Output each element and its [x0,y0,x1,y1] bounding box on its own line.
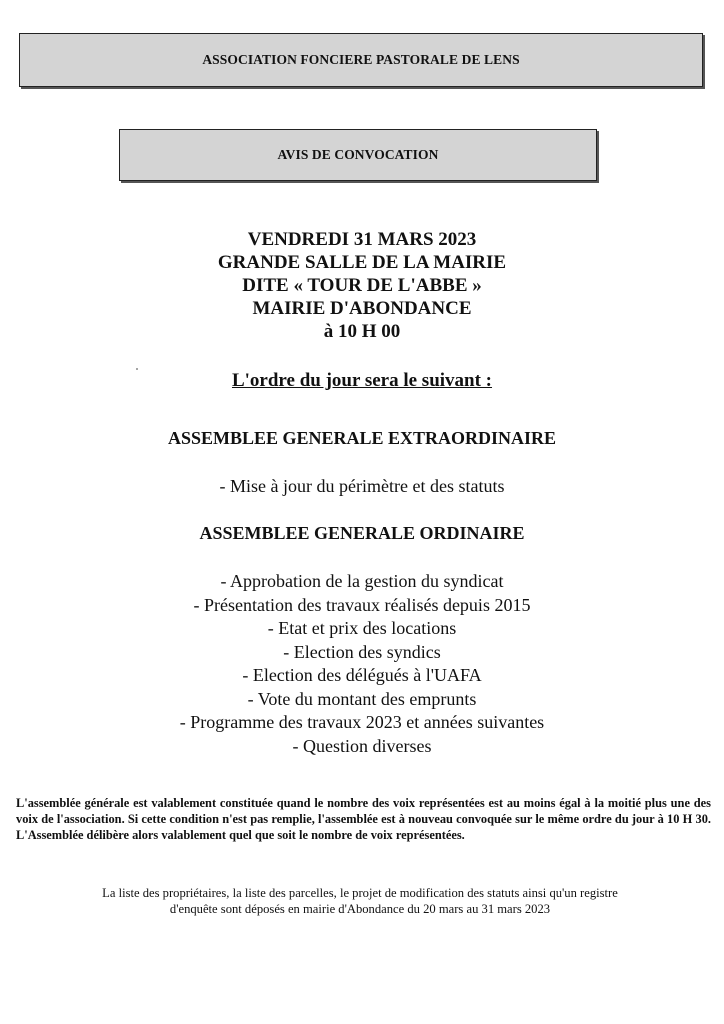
deposit-line: d'enquête sont déposés en mairie d'Abondance du 20 mars au 31 mars 2023 [169,902,551,916]
event-time: à 10 H 00 [323,321,401,342]
event-details [0,228,724,343]
event-date: VENDREDI 31 MARS 2023 [247,229,477,250]
documents-deposit-notice [20,885,700,917]
list-item: - Election des délégués à l'UAFA [242,665,482,685]
list-item: - Election des syndics [283,641,441,662]
extraordinary-agenda-list [0,475,724,499]
agenda-intro: L'ordre du jour sera le suivant : [231,370,493,391]
deposit-line: La liste des propriétaires, la liste des parcelles, le projet de modification des statuts ainsi qu'un registre [102,886,618,900]
quorum-notice: L'assemblée générale est valablement constituée quand le nombre des voix représentées est au moins égal à la moitié plus une des voix de l'association. Si cette condition n'est pas remplie, l'assemblée est à nouveau convoquée sur le même ordre du jour à 10 H 30. L'Assemblée délibère alors valablement quel que soit le nombre de voix représentées. [16,796,711,842]
list-item: - Approbation de la gestion du syndicat [220,571,504,591]
list-item: - Etat et prix des locations [267,618,457,638]
extraordinary-assembly-title: ASSEMBLEE GENERALE EXTRAORDINAIRE [167,428,557,448]
list-item: - Présentation des travaux réalisés depuis 2015 [193,594,531,615]
ordinary-agenda-list [0,570,724,758]
ordinary-assembly-title: ASSEMBLEE GENERALE ORDINAIRE [199,523,525,543]
event-town-hall: MAIRIE D'ABONDANCE [252,298,472,319]
notice-title: AVIS DE CONVOCATION [277,147,439,162]
association-name: ASSOCIATION FONCIERE PASTORALE DE LENS [202,52,520,67]
list-item: - Vote du montant des emprunts [247,688,477,709]
event-venue-name: DITE « TOUR DE L'ABBE » [242,275,482,296]
event-venue: GRANDE SALLE DE LA MAIRIE [217,252,507,273]
list-item: - Programme des travaux 2023 et années suivantes [179,712,545,732]
association-header-box [19,33,703,87]
list-item: - Question diverses [292,735,432,756]
list-item: - Mise à jour du périmètre et des statuts [219,476,505,496]
notice-title-box [119,129,597,181]
